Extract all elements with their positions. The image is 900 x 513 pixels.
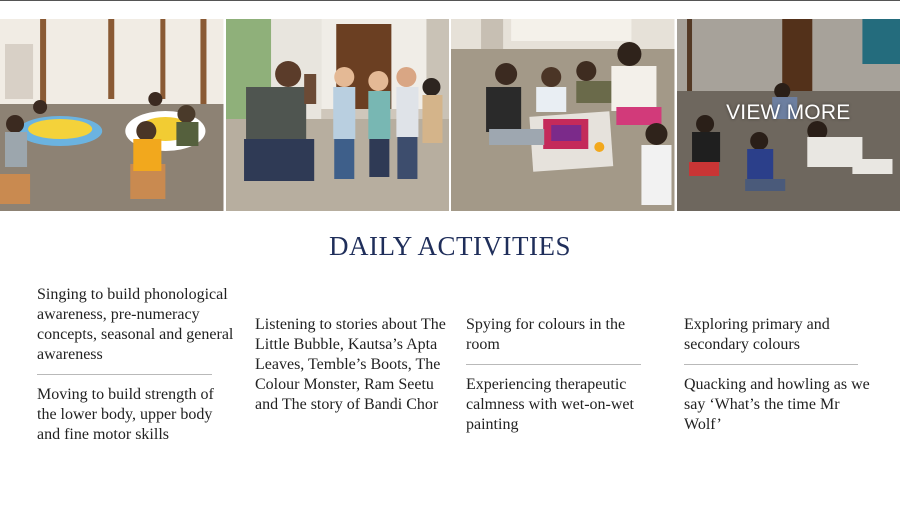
gallery-photo-classroom-tables[interactable] (0, 19, 224, 211)
activity-item: Quacking and howling as we say ‘What’s the time Mr Wolf’ (684, 376, 870, 433)
activity-column-1 (37, 285, 237, 445)
activity-item: Spying for colours in the room (466, 316, 626, 353)
gallery-photo-high-five[interactable] (226, 19, 450, 211)
activity-divider (37, 374, 212, 375)
activity-item: Moving to build strength of the lower body, upper body and fine motor skills (37, 386, 214, 443)
activity-item: Exploring primary and secondary colours (684, 316, 830, 353)
top-rule (0, 0, 900, 1)
view-more-link[interactable]: VIEW MORE (726, 101, 851, 124)
activity-column-4 (684, 315, 880, 435)
section-title: DAILY ACTIVITIES (328, 231, 571, 261)
photo-image (0, 19, 224, 211)
activity-item: Singing to build phonological awareness, pre-numeracy concepts, seasonal and general awareness (37, 286, 234, 363)
activity-column-2 (255, 315, 455, 415)
photo-image (226, 19, 450, 211)
activity-divider (466, 364, 641, 365)
activity-item: Experiencing therapeutic calmness with wet-on-wet painting (466, 376, 634, 433)
activity-item: Listening to stories about The Little Bubble, Kautsa’s Apta Leaves, Temble’s Boots, The Colour Monster, Ram Seetu and The story of Bandi Chor (255, 316, 446, 413)
gallery-photo-view-more[interactable] (677, 19, 900, 211)
gallery-photo-floor-painting[interactable] (451, 19, 675, 211)
photo-image (451, 19, 675, 211)
photo-gallery (0, 19, 900, 211)
activity-divider (684, 364, 858, 365)
activity-column-3 (466, 315, 646, 435)
